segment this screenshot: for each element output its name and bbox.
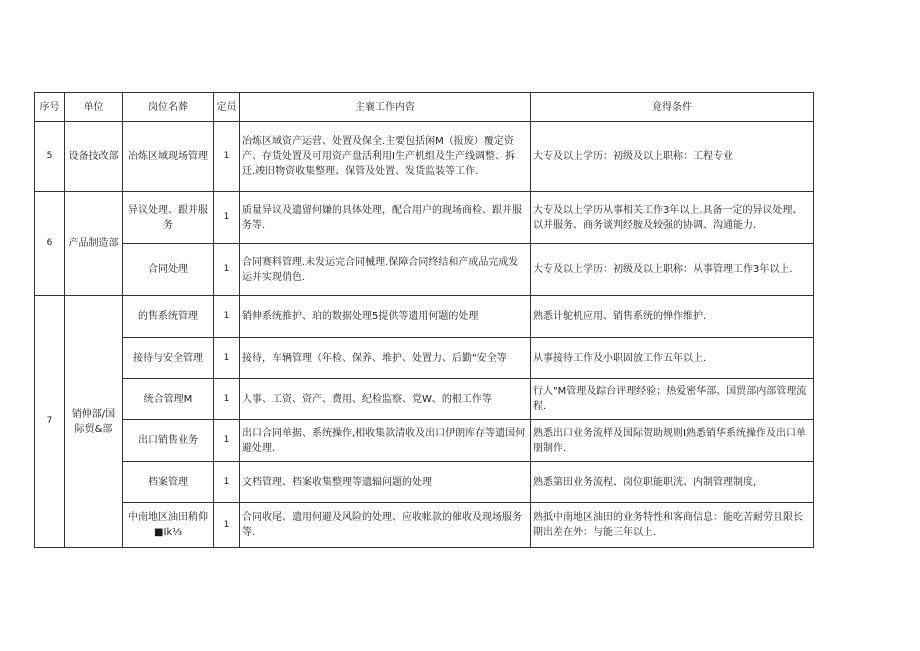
row-count: 1 [214, 192, 240, 244]
row-no: 7 [35, 296, 65, 548]
row-requirements: 行人"M管理及踪台评理经验；热爱密华部、国贸部内部管理流程. [531, 379, 814, 420]
table-row [35, 296, 814, 338]
row-count: 1 [214, 122, 240, 192]
row-duties: 冶炼区域资产运营、处置及保全.主要包括闲M（报废）覆定资产、存货处置及可用资产盘活利用I生产机组及生产线调整、拆迁.竣旧物资收集整理、保管及处置、发货监装等工作. [240, 122, 531, 192]
row-requirements: 熟悉第田业务流程、岗位职能职洸、内制管理制度， [531, 462, 814, 503]
table-row [35, 338, 814, 379]
table-row [35, 503, 814, 548]
header-no: 序号 [35, 93, 65, 122]
job-positions-table [34, 92, 814, 548]
row-no: 5 [35, 122, 65, 192]
row-duties: 人事、工资、资产、费用、纪检监察、党W、的根工作等 [240, 379, 531, 420]
row-requirements: 大专及以上学历：初级及以上职称：从事管理工作3年以上. [531, 244, 814, 296]
row-duties: 质量异议及遗留何嫌的具体处理，配合用户的现场商检、跟并服务等. [240, 192, 531, 244]
row-duties: 出口合同单据、系统操作,相收集款清收及出口伊朗库存等遗国何避处理. [240, 420, 531, 462]
row-position: 异议处理、跟并服务 [123, 192, 214, 244]
row-count: 1 [214, 244, 240, 296]
row-count: 1 [214, 420, 240, 462]
row-count: 1 [214, 379, 240, 420]
row-position: 接待与安全管理 [123, 338, 214, 379]
header-row [35, 93, 814, 122]
row-position: 中南地区油田稍仰■Ik⅓ [123, 503, 214, 548]
row-no: 6 [35, 192, 65, 296]
row-position: 冶炼区域现场管理 [123, 122, 214, 192]
row-requirements: 从事接待工作及小职固放工作五年以上. [531, 338, 814, 379]
table-row [35, 379, 814, 420]
row-position: 统合管理M [123, 379, 214, 420]
header-position: 岗位名葬 [123, 93, 214, 122]
row-position: 档案管理 [123, 462, 214, 503]
header-count: 定员 [214, 93, 240, 122]
header-unit: 单位 [65, 93, 123, 122]
row-duties: 文档管理、档案收集整理等遗辐问题的处理 [240, 462, 531, 503]
row-unit: 设备技改部 [65, 122, 123, 192]
row-requirements: 大专及以上学历：初级及以上职称：工程专业 [531, 122, 814, 192]
table-row [35, 192, 814, 244]
row-position: 出口销售业务 [123, 420, 214, 462]
row-count: 1 [214, 338, 240, 379]
row-requirements: 熟悉出口业务流样及国际贺助规则I熟悉销华系统操作及出口单朋制作. [531, 420, 814, 462]
header-requirements: 竟得条件 [531, 93, 814, 122]
row-duties: 接待，车辆管理（年检、保养、堆护、处置力、后勤"安全等 [240, 338, 531, 379]
table-row [35, 122, 814, 192]
row-requirements: 熟悉计鸵机应用、销售系统的惮作维护. [531, 296, 814, 338]
row-count: 1 [214, 462, 240, 503]
row-unit: 销伸部/国际贸&部 [65, 296, 123, 548]
row-count: 1 [214, 503, 240, 548]
row-requirements: 熟抵中南地区油田的业务特性和客商信息：能吃苦耐劳且限长期出差在外：与能三年以上. [531, 503, 814, 548]
row-duties: 合同赛料管理.未发运完合同械理.保障合同终结和产成品完成发运并实现俏色. [240, 244, 531, 296]
row-position: 的售系统管理 [123, 296, 214, 338]
table-row [35, 462, 814, 503]
row-position: 合同处理 [123, 244, 214, 296]
header-duties: 主襄工作内咨 [240, 93, 531, 122]
row-duties: 销伸系统推护、珀的数据处理5提供等遗用何题的处理 [240, 296, 531, 338]
table-row [35, 244, 814, 296]
row-unit: 产品制造部 [65, 192, 123, 296]
row-duties: 合同收尾、遗用何避及风险的处理、应收帐款的催收及现场服务等. [240, 503, 531, 548]
row-count: 1 [214, 296, 240, 338]
row-requirements: 大专及以上学历从事相关工作3年以上.具备一定的异议处理、以并服务、商务谈判经胺及较强的协调、沟通能力. [531, 192, 814, 244]
table-row [35, 420, 814, 462]
